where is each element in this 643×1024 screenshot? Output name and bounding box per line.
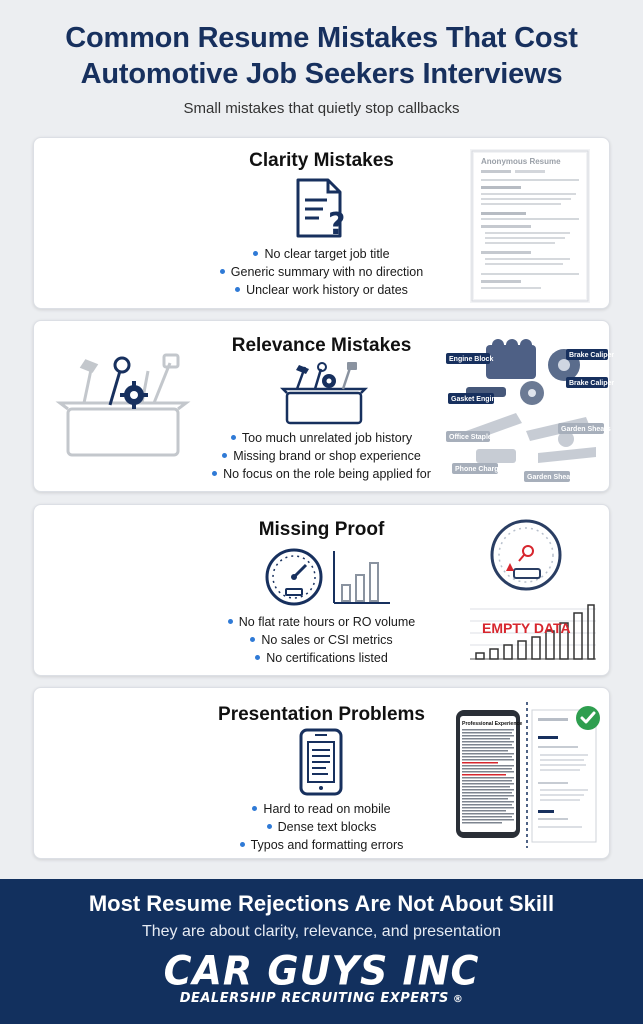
footer-banner (0, 879, 643, 1024)
resume-title: Anonymous Resume (481, 157, 561, 166)
part-label: Garden Shears (527, 474, 577, 481)
card-presentation (33, 687, 610, 859)
card-title: Clarity Mistakes (249, 150, 394, 171)
part-label: Phone Charger (455, 466, 506, 473)
list-item: Dense text blocks (34, 818, 609, 836)
list-item: Generic summary with no direction (34, 263, 609, 281)
svg-text:?: ? (328, 207, 346, 242)
list-item: Too much unrelated job history (34, 429, 609, 447)
list-item: No sales or CSI metrics (34, 631, 609, 649)
part-label: Engine Block (449, 356, 494, 363)
card-title: Missing Proof (258, 519, 385, 540)
part-label: Garden Shears (561, 426, 611, 433)
card-missing-proof (33, 504, 610, 676)
part-label: Office Stapler (449, 434, 495, 441)
part-label: Brake Caliper (569, 352, 615, 359)
auto-parts-collage (446, 331, 615, 486)
footer-title: Most Resume Rejections Are Not About Skill (88, 891, 555, 916)
header (0, 0, 643, 130)
toolbox-icon (279, 361, 369, 426)
card-title: Presentation Problems (218, 704, 425, 725)
part-label: Brake Caliper (569, 380, 615, 387)
list-item: Hard to read on mobile (34, 800, 609, 818)
card-clarity (33, 137, 610, 309)
page-subtitle: Small mistakes that quietly stop callbacks (183, 100, 460, 117)
page-title-line2: Automotive Job Seekers Interviews (80, 58, 563, 90)
car-guys-inc-logo (0, 949, 643, 1019)
empty-gauge-chart (456, 517, 601, 667)
gauge-chart-icon (262, 549, 392, 607)
phone-vs-resume (454, 698, 604, 850)
list-item: No clear target job title (34, 245, 609, 263)
page-title-line1: Common Resume Mistakes That Cost (65, 22, 578, 54)
list-item: No flat rate hours or RO volume (34, 613, 609, 631)
logo-tagline: DEALERSHIP RECRUITING EXPERTS (179, 991, 449, 1006)
logo-main-text: CAR GUYS INC (163, 947, 480, 995)
empty-data-label: EMPTY DATA (482, 620, 571, 636)
footer-subtitle: They are about clarity, relevance, and presentation (141, 923, 502, 940)
part-label: Gasket Engine (451, 396, 500, 403)
list-item: No certifications listed (34, 649, 609, 667)
anonymous-resume-thumbnail (471, 150, 589, 302)
list-item: Missing brand or shop experience (34, 447, 609, 465)
logo-sub-text (0, 991, 643, 1006)
registered-mark: ® (452, 994, 464, 1005)
document-question-icon (294, 178, 354, 240)
card-title: Relevance Mistakes (231, 335, 412, 356)
list-item: Unclear work history or dates (34, 281, 609, 299)
page-title (10, 20, 633, 92)
mobile-document-icon (298, 728, 344, 796)
phone-heading: Professional Experience (462, 721, 523, 727)
list-item: No focus on the role being applied for (34, 465, 609, 483)
list-item: Typos and formatting errors (34, 836, 609, 854)
card-relevance (33, 320, 615, 492)
